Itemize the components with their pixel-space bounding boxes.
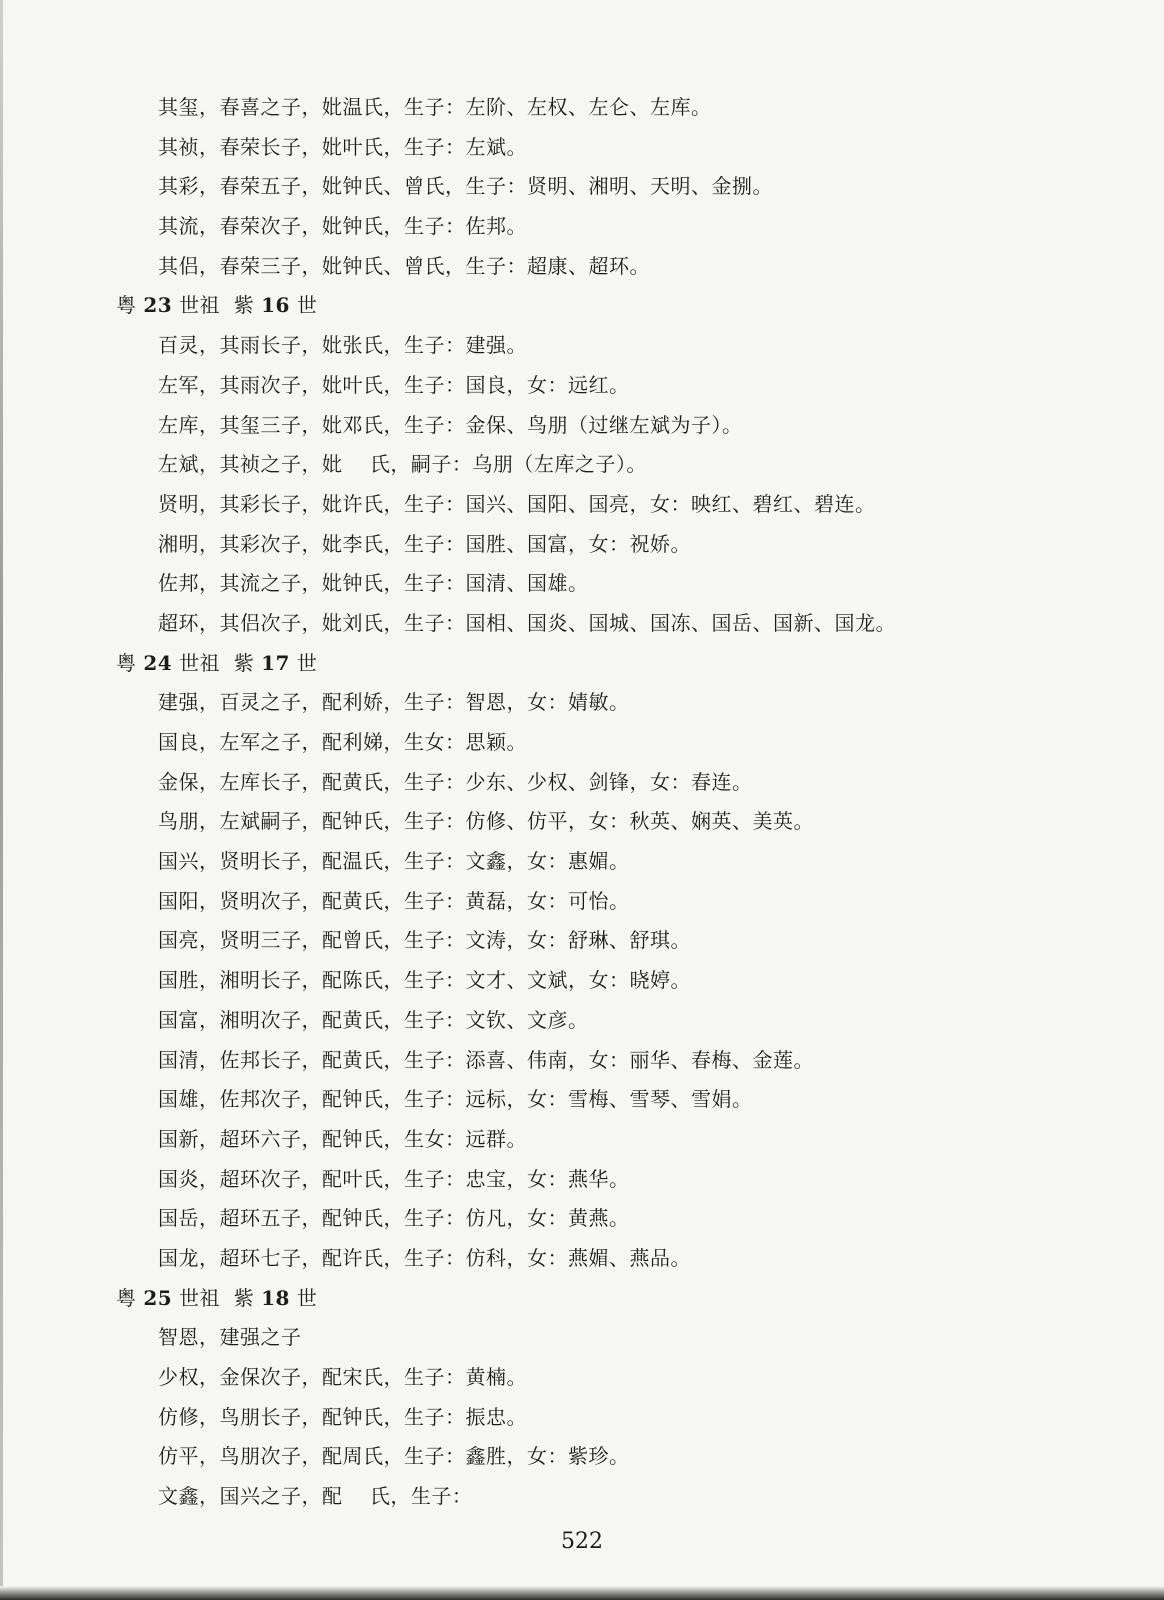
genealogy-entry: 少权，金保次子，配宋氏，生子：黄楠。 <box>158 1365 527 1389</box>
genealogy-entry: 其玺，春喜之子，妣温氏，生子：左阶、左权、左仑、左库。 <box>158 95 712 119</box>
genealogy-entry: 百灵，其雨长子，妣张氏，生子：建强。 <box>158 333 527 358</box>
genealogy-entry: 智恩，建强之子 <box>158 1325 302 1350</box>
genealogy-entry: 金保，左库长子，配黄氏，生子：少东、少权、剑锋，女：春连。 <box>158 769 753 794</box>
genealogy-entry: 贤明，其彩长子，妣许氏，生子：国兴、国阳、国亮，女：映红、碧红、碧连。 <box>158 491 876 516</box>
genealogy-entry: 仿平，鸟朋次子，配周氏，生子：鑫胜，女：紫珍。 <box>158 1444 630 1469</box>
generation-heading: 粤 25 世祖 紫 18 世 <box>116 1285 318 1310</box>
genealogy-text <box>0 88 1164 1517</box>
genealogy-entry: 国富，湘明次子，配黄氏，生子：文钦、文彦。 <box>158 1007 589 1032</box>
genealogy-entry: 仿修，鸟朋长子，配钟氏，生子：振忠。 <box>158 1404 527 1429</box>
page-bottom-edge <box>0 1586 1164 1600</box>
genealogy-entry: 国龙，超环七子，配许氏，生子：仿科，女：燕媚、燕品。 <box>158 1245 691 1270</box>
genealogy-entry: 国胜，湘明长子，配陈氏，生子：文才、文斌，女：晓婷。 <box>158 968 691 993</box>
genealogy-entry: 其祯，春荣长子，妣叶氏，生子：左斌。 <box>158 134 527 159</box>
genealogy-entry: 其流，春荣次子，妣钟氏，生子：佐邦。 <box>158 214 527 239</box>
genealogy-entry: 国兴，贤明长子，配温氏，生子：文鑫，女：惠媚。 <box>158 849 630 874</box>
genealogy-entry: 其彩，春荣五子，妣钟氏、曾氏，生子：贤明、湘明、天明、金捌。 <box>158 174 773 199</box>
genealogy-entry: 国雄，佐邦次子，配钟氏，生子：远标，女：雪梅、雪琴、雪娟。 <box>158 1087 753 1112</box>
genealogy-entry: 其侣，春荣三子，妣钟氏、曾氏，生子：超康、超环。 <box>158 253 650 278</box>
genealogy-entry: 国亮，贤明三子，配曾氏，生子：文涛，女：舒琳、舒琪。 <box>158 928 691 953</box>
genealogy-entry: 文鑫，国兴之子，配 氏，生子： <box>158 1484 473 1509</box>
genealogy-entry: 佐邦，其流之子，妣钟氏，生子：国清、国雄。 <box>158 571 589 596</box>
genealogy-entry: 国阳，贤明次子，配黄氏，生子：黄磊，女：可怡。 <box>158 888 630 913</box>
genealogy-entry: 超环，其侣次子，妣刘氏，生子：国相、国炎、国城、国冻、国岳、国新、国龙。 <box>158 610 896 635</box>
genealogy-entry: 国炎，超环次子，配叶氏，生子：忠宝，女：燕华。 <box>158 1166 630 1191</box>
genealogy-entry: 国新，超环六子，配钟氏，生女：远群。 <box>158 1126 527 1151</box>
genealogy-entry: 左军，其雨次子，妣叶氏，生子：国良，女：远红。 <box>158 372 630 397</box>
genealogy-entry: 建强，百灵之子，配利娇，生子：智恩，女：婧敏。 <box>158 690 630 715</box>
page-number: 522 <box>561 1529 603 1554</box>
generation-heading: 粤 23 世祖 紫 16 世 <box>116 293 318 318</box>
genealogy-entry: 湘明，其彩次子，妣李氏，生子：国胜、国富，女：祝娇。 <box>158 531 691 556</box>
genealogy-entry: 国良，左军之子，配利娣，生女：思颖。 <box>158 730 527 754</box>
genealogy-entry: 国岳，超环五子，配钟氏，生子：仿凡，女：黄燕。 <box>158 1206 630 1231</box>
genealogy-entry: 左斌，其祯之子，妣 氏，嗣子：乌朋（左库之子）。 <box>158 452 647 477</box>
genealogy-entry: 鸟朋，左斌嗣子，配钟氏，生子：仿修、仿平，女：秋英、娴英、美英。 <box>158 809 814 834</box>
genealogy-entry: 左库，其玺三子，妣邓氏，生子：金保、鸟朋（过继左斌为子）。 <box>158 412 743 437</box>
genealogy-entry: 国清，佐邦长子，配黄氏，生子：添喜、伟南，女：丽华、春梅、金莲。 <box>158 1047 814 1072</box>
generation-heading: 粤 24 世祖 紫 17 世 <box>116 650 318 675</box>
